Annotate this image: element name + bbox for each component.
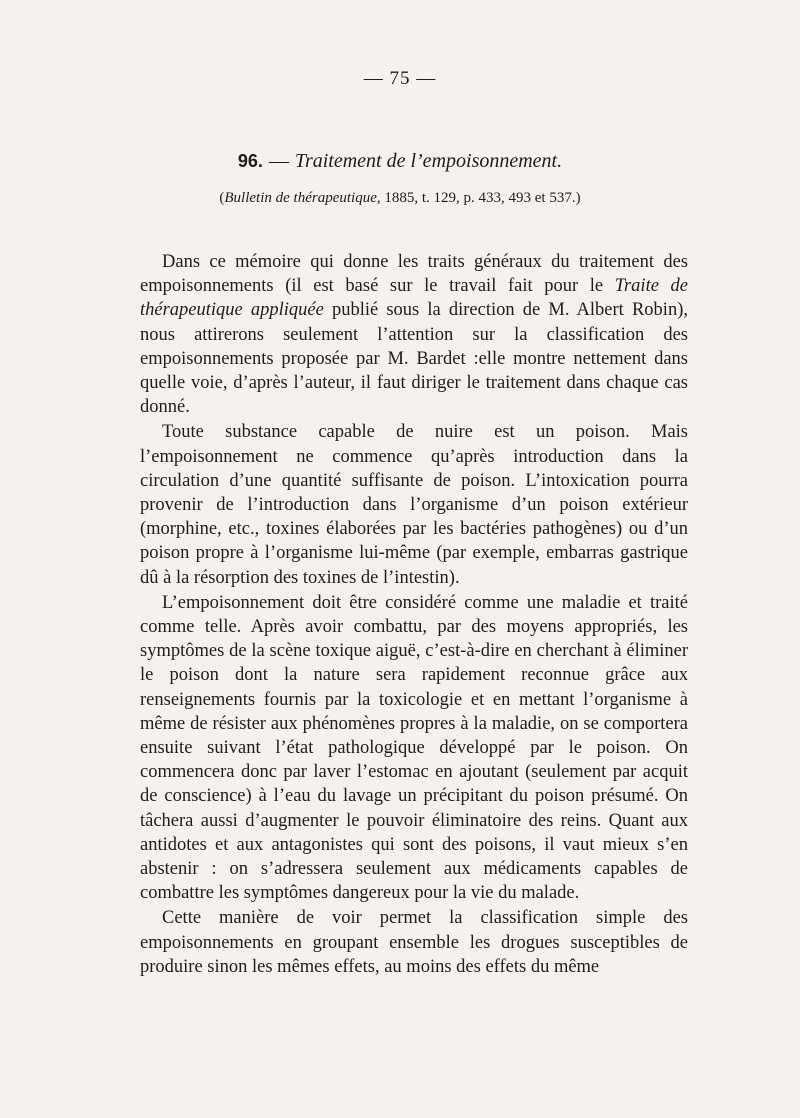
paragraph-1-book-title: Traite de thérapeutique appliquée: [140, 276, 689, 321]
citation-details: 1885, t. 129, p. 433, 493 et 537.): [380, 190, 581, 206]
section-heading: [0, 150, 800, 173]
page-number: — 75 —: [363, 68, 437, 89]
paragraph-4: Cette manière de voir permet la classification simple des empoisonnements en groupant ensemble les drogues susceptibles de produire sinon les mêmes effets, au moins des effets du même: [140, 908, 688, 977]
paragraph-1-end: publié sous la direction de M. Albert Robin), nous attirerons seulement l’attention sur la classification des empoisonnements proposée par M. Bardet :elle montre nettement dans quelle voie, d’après l’auteur, il faut diriger le traitement dans chaque cas donné.: [140, 300, 688, 418]
paragraph-1: [140, 250, 688, 419]
citation-journal: Bulletin de thérapeutique,: [224, 190, 381, 206]
citation: [0, 190, 800, 207]
body-text: [140, 250, 688, 979]
citation-open: (: [219, 190, 225, 206]
heading-dash: —: [268, 150, 289, 172]
paragraph-3: L’empoisonnement doit être considéré comme une maladie et traité comme telle. Après avoir combattu, par des moyens appropriés, les symptômes de la scène toxique aiguë, c’est-à-dire en cherchant à éliminer le poison dont la nature sera rapidement reconnue grâce aux renseignements fournis par la toxicologie et en mettant l’organisme à même de résister aux phénomènes propres à la maladie, on se comportera ensuite suivant l’état pathologique développé par le poison. On commencera donc par laver l’estomac en ajoutant (seulement par acquit de conscience) à l’eau du lavage un précipitant du poison présumé. On tâchera aussi d’augmenter le pouvoir éliminatoire des reins. Quant aux antidotes et aux antagonistes qui sont des poisons, il vaut mieux s’en abstenir : on s’adressera seulement aux médicaments capables de combattre les symptômes dangereux pour la vie du malade.: [140, 592, 688, 904]
paragraph-1-start: Dans ce mémoire qui donne les traits généraux du traitement des empoisonnements (il est basé sur le travail fait pour le: [140, 252, 688, 297]
paragraph-2: Toute substance capable de nuire est un poison. Mais l’empoisonnement ne commence qu’après introduction dans la circulation d’une quantité suffisante de poison. L’intoxication pourra provenir de l’introduction dans l’organisme d’un poison extérieur (morphine, etc., toxines élaborées par les bactéries pathogènes) ou d’un poison propre à l’organisme lui-même (par exemple, embarras gastrique dû à la résorption des toxines de l’intestin).: [140, 422, 688, 588]
section-number: 96.: [237, 151, 263, 171]
section-title: Traitement de l’empoisonnement.: [294, 150, 563, 172]
